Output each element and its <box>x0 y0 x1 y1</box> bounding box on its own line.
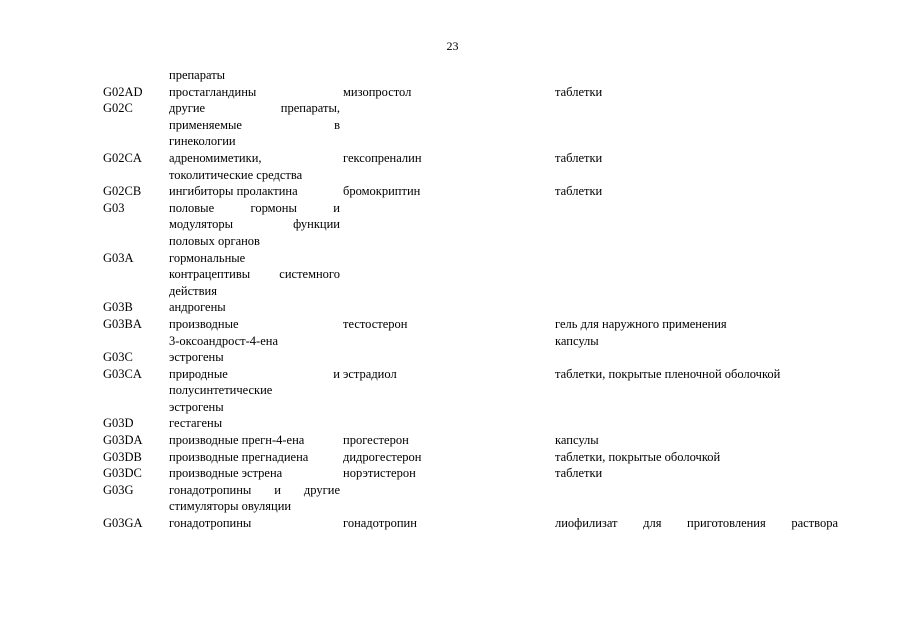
dosage-form <box>555 183 838 200</box>
group-name <box>169 84 343 101</box>
group-name-line: адреномиметики, <box>169 150 262 165</box>
atc-code: G02AD <box>103 84 143 99</box>
group-name <box>169 67 343 84</box>
dosage-form <box>555 415 838 432</box>
group-name-line: андрогены <box>169 300 226 315</box>
dosage-form <box>555 67 838 84</box>
atc-code: G03 <box>103 200 125 215</box>
group-name-line: гестагены <box>169 416 223 431</box>
group-name-line: эстрогены <box>169 350 224 365</box>
drug-name: мизопростол <box>343 84 412 99</box>
table-row <box>103 349 838 366</box>
drug-name: бромокриптин <box>343 184 421 199</box>
drug-name <box>343 482 555 515</box>
group-name-line: производные эстрена <box>169 466 283 481</box>
group-name-line: гинекологии <box>169 134 236 149</box>
dosage-form-line: гель для наружного применения <box>555 316 727 331</box>
dosage-form-line: лиофилизат для приготовления раствора <box>555 516 838 531</box>
atc-code: G03D <box>103 416 134 431</box>
atc-code: G03GA <box>103 516 143 531</box>
table-row <box>103 316 838 349</box>
table-row <box>103 482 838 515</box>
atc-code: G03C <box>103 350 133 365</box>
dosage-form-line: таблетки, покрытые оболочкой <box>555 449 721 464</box>
dosage-form-line: таблетки <box>555 184 603 199</box>
drug-name: прогестерон <box>343 433 409 448</box>
group-name-line: токолитические средства <box>169 167 303 182</box>
dosage-form <box>555 250 838 300</box>
drug-name <box>343 299 555 316</box>
atc-code: G03BA <box>103 316 142 331</box>
group-name <box>169 465 343 482</box>
group-name <box>169 183 343 200</box>
group-name <box>169 449 343 466</box>
group-name-line: модуляторы функции <box>169 217 340 232</box>
dosage-form-line: таблетки <box>555 150 603 165</box>
dosage-form <box>555 465 838 482</box>
group-name-line: гонадотропины и другие <box>169 482 340 497</box>
table-row <box>103 415 838 432</box>
dosage-form <box>555 200 838 250</box>
table-row <box>103 150 838 183</box>
drug-name <box>343 67 555 84</box>
drug-name: гонадотропин <box>343 516 417 531</box>
group-name-line: препараты <box>169 68 226 82</box>
table-row <box>103 515 838 532</box>
drug-name: норэтистерон <box>343 466 416 481</box>
atc-code: G02C <box>103 101 133 116</box>
group-name <box>169 515 343 532</box>
atc-code: G03DB <box>103 449 142 464</box>
group-name <box>169 482 343 515</box>
atc-code <box>103 67 169 84</box>
dosage-form <box>555 515 838 532</box>
atc-code: G03A <box>103 250 134 265</box>
table-row <box>103 465 838 482</box>
dosage-form-line: капсулы <box>555 433 599 448</box>
table-row <box>103 366 838 416</box>
group-name-line: производные прегн-4-ена <box>169 433 305 448</box>
group-name-line: производные прегнадиена <box>169 449 309 464</box>
group-name-line: простагландины <box>169 84 257 99</box>
group-name <box>169 150 343 183</box>
drug-name <box>343 415 555 432</box>
table-body <box>103 67 838 532</box>
group-name-line: полусинтетические <box>169 383 273 398</box>
dosage-form <box>555 299 838 316</box>
dosage-form <box>555 150 838 183</box>
dosage-form <box>555 482 838 515</box>
dosage-form <box>555 366 838 416</box>
dosage-form <box>555 449 838 466</box>
group-name <box>169 349 343 366</box>
drug-name: эстрадиол <box>343 366 397 381</box>
group-name-line: эстрогены <box>169 399 224 414</box>
group-name-line: контрацептивы системного <box>169 267 340 282</box>
dosage-form <box>555 432 838 449</box>
group-name-line: другие препараты, <box>169 101 340 116</box>
dosage-form <box>555 84 838 101</box>
atc-code: G03DC <box>103 466 142 481</box>
page-number: 23 <box>446 39 459 53</box>
drug-name <box>343 349 555 366</box>
group-name-line: ингибиторы пролактина <box>169 184 298 199</box>
group-name-line: производные <box>169 316 239 331</box>
group-name-line: 3-оксоандрост-4-ена <box>169 333 279 348</box>
group-name-line: гормональные <box>169 250 246 265</box>
dosage-form <box>555 349 838 366</box>
group-name-line: действия <box>169 283 217 298</box>
group-name-line: применяемые в <box>169 117 340 132</box>
dosage-form-line: капсулы <box>555 333 599 348</box>
table-row <box>103 67 838 84</box>
table-row <box>103 299 838 316</box>
group-name-line: половых органов <box>169 233 260 248</box>
drug-classification-table <box>103 67 838 532</box>
dosage-form-line: таблетки, покрытые пленочной оболочкой <box>555 366 781 381</box>
drug-name <box>343 200 555 250</box>
group-name <box>169 299 343 316</box>
group-name <box>169 200 343 250</box>
table-row <box>103 250 838 300</box>
table-row <box>103 183 838 200</box>
drug-name: тестостерон <box>343 316 408 331</box>
atc-code: G03CA <box>103 366 142 381</box>
drug-name: гексопреналин <box>343 150 422 165</box>
dosage-form <box>555 316 838 349</box>
table-row <box>103 432 838 449</box>
atc-code: G03DA <box>103 433 143 448</box>
dosage-form-line: таблетки <box>555 466 603 481</box>
table-row <box>103 449 838 466</box>
group-name <box>169 415 343 432</box>
group-name-line: природные и <box>169 366 340 381</box>
atc-code: G02CB <box>103 184 142 199</box>
drug-name <box>343 250 555 300</box>
drug-name: дидрогестерон <box>343 449 422 464</box>
table-row <box>103 100 838 150</box>
dosage-form <box>555 100 838 150</box>
atc-code: G03B <box>103 300 133 315</box>
group-name <box>169 316 343 349</box>
table-row <box>103 84 838 101</box>
group-name-line: гонадотропины <box>169 516 252 531</box>
table-row <box>103 200 838 250</box>
drug-name <box>343 100 555 150</box>
atc-code: G03G <box>103 482 134 497</box>
group-name <box>169 250 343 300</box>
atc-code: G02CA <box>103 150 142 165</box>
group-name <box>169 432 343 449</box>
group-name <box>169 366 343 416</box>
group-name-line: стимуляторы овуляции <box>169 499 292 514</box>
group-name-line: половые гормоны и <box>169 200 340 215</box>
dosage-form-line: таблетки <box>555 84 603 99</box>
group-name <box>169 100 343 150</box>
